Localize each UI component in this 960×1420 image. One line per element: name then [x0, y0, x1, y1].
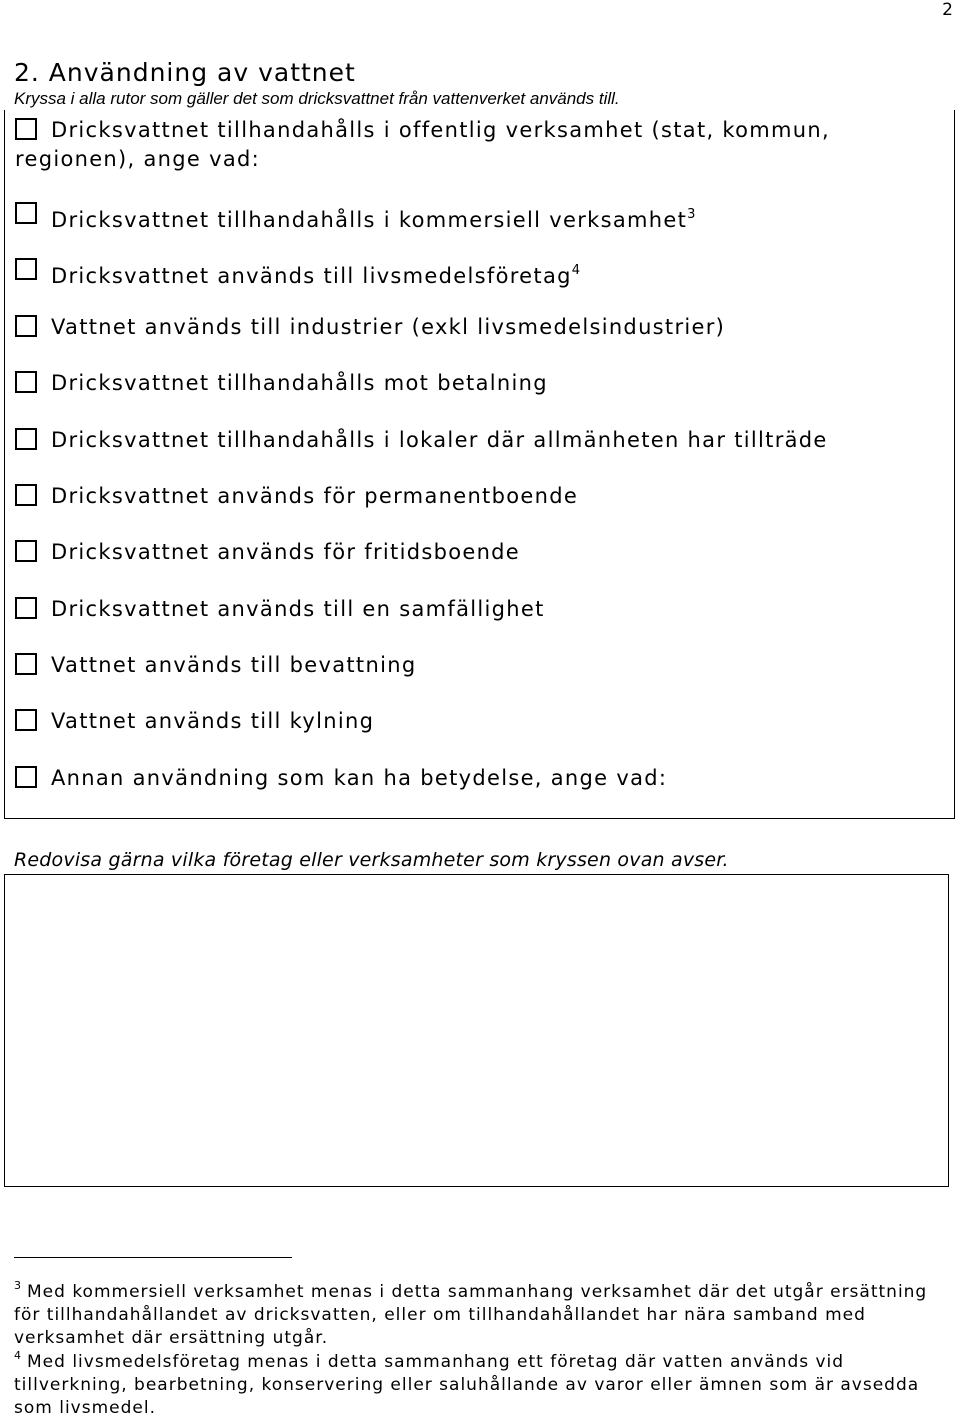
footnote-ref: 3	[687, 207, 696, 222]
checkbox[interactable]	[15, 202, 37, 224]
footnote-4	[14, 1344, 944, 1420]
option-label: Dricksvattnet används för fritidsboende	[51, 540, 521, 564]
option-label: Vattnet används till bevattning	[51, 653, 417, 677]
option-other-use[interactable]	[15, 764, 667, 793]
page-number: 2	[942, 0, 954, 20]
option-label: Dricksvattnet används till livsmedelsföretag$^4$	[51, 263, 581, 288]
option-label	[15, 116, 915, 174]
checkbox[interactable]	[15, 118, 37, 140]
option-commercial[interactable]	[15, 200, 695, 235]
checkbox[interactable]	[15, 597, 37, 619]
checkbox[interactable]	[15, 653, 37, 675]
option-cooling[interactable]	[15, 707, 374, 736]
followup-prompt: Redovisa gärna vilka företag eller verksamheter som kryssen ovan avser.	[14, 849, 729, 871]
option-label-line1: Dricksvattnet tillhandahålls i offentlig verksamhet (stat, kommun,	[51, 118, 830, 142]
option-label: Vattnet används till kylning	[51, 709, 375, 733]
option-public-sector[interactable]	[15, 116, 915, 174]
footnote-ref: 4	[571, 263, 581, 278]
footnote-3	[14, 1274, 944, 1350]
companies-textarea[interactable]	[4, 874, 949, 1187]
checkbox[interactable]	[15, 371, 37, 393]
option-food-business[interactable]	[15, 256, 580, 291]
checkbox[interactable]	[15, 540, 37, 562]
option-permanent-housing[interactable]	[15, 482, 578, 511]
option-joint-property[interactable]	[15, 595, 545, 624]
option-label: Annan användning som kan ha betydelse, ange vad:	[51, 766, 668, 790]
option-label: Dricksvattnet används för permanentboende	[51, 484, 579, 508]
footnote-divider	[14, 1257, 292, 1258]
option-label: Dricksvattnet tillhandahålls mot betalning	[51, 371, 548, 395]
option-label: Dricksvattnet används till en samfällighet	[51, 597, 545, 621]
option-label: Dricksvattnet tillhandahålls i lokaler där allmänheten har tillträde	[51, 428, 828, 452]
checkbox[interactable]	[15, 766, 37, 788]
option-label: Dricksvattnet tillhandahålls i kommersiell verksamhet$^3$	[51, 207, 696, 232]
footnote-text: Med kommersiell verksamhet menas i detta sammanhang verksamhet där det utgår ersättning för tillhandahållandet av dricksvatten, eller om tillhandahållandet har nära samband med verksamhet där ersättning utgår.	[14, 1282, 928, 1348]
checkbox[interactable]	[15, 315, 37, 337]
checkbox[interactable]	[15, 709, 37, 731]
option-paid-supply[interactable]	[15, 369, 548, 398]
footnote-marker: 4	[14, 1349, 21, 1362]
option-industry[interactable]	[15, 313, 725, 342]
option-holiday-housing[interactable]	[15, 538, 520, 567]
option-public-premises[interactable]	[15, 426, 828, 455]
option-irrigation[interactable]	[15, 651, 416, 680]
footnote-text: Med livsmedelsföretag menas i detta sammanhang ett företag där vatten används vid tillverkning, bearbetning, konservering eller saluhållande av varor eller ämnen som är avsedda som livsmedel.	[14, 1352, 920, 1418]
section-title: 2. Användning av vattnet	[14, 58, 356, 87]
section-instruction: Kryssa i alla rutor som gäller det som dricksvattnet från vattenverket används till.	[14, 89, 620, 108]
option-label-line2: regionen), ange vad:	[15, 147, 260, 171]
option-label: Vattnet används till industrier (exkl livsmedelsindustrier)	[51, 315, 726, 339]
checkbox[interactable]	[15, 484, 37, 506]
footnote-marker: 3	[14, 1279, 21, 1292]
checkbox[interactable]	[15, 428, 37, 450]
checkbox[interactable]	[15, 258, 37, 280]
